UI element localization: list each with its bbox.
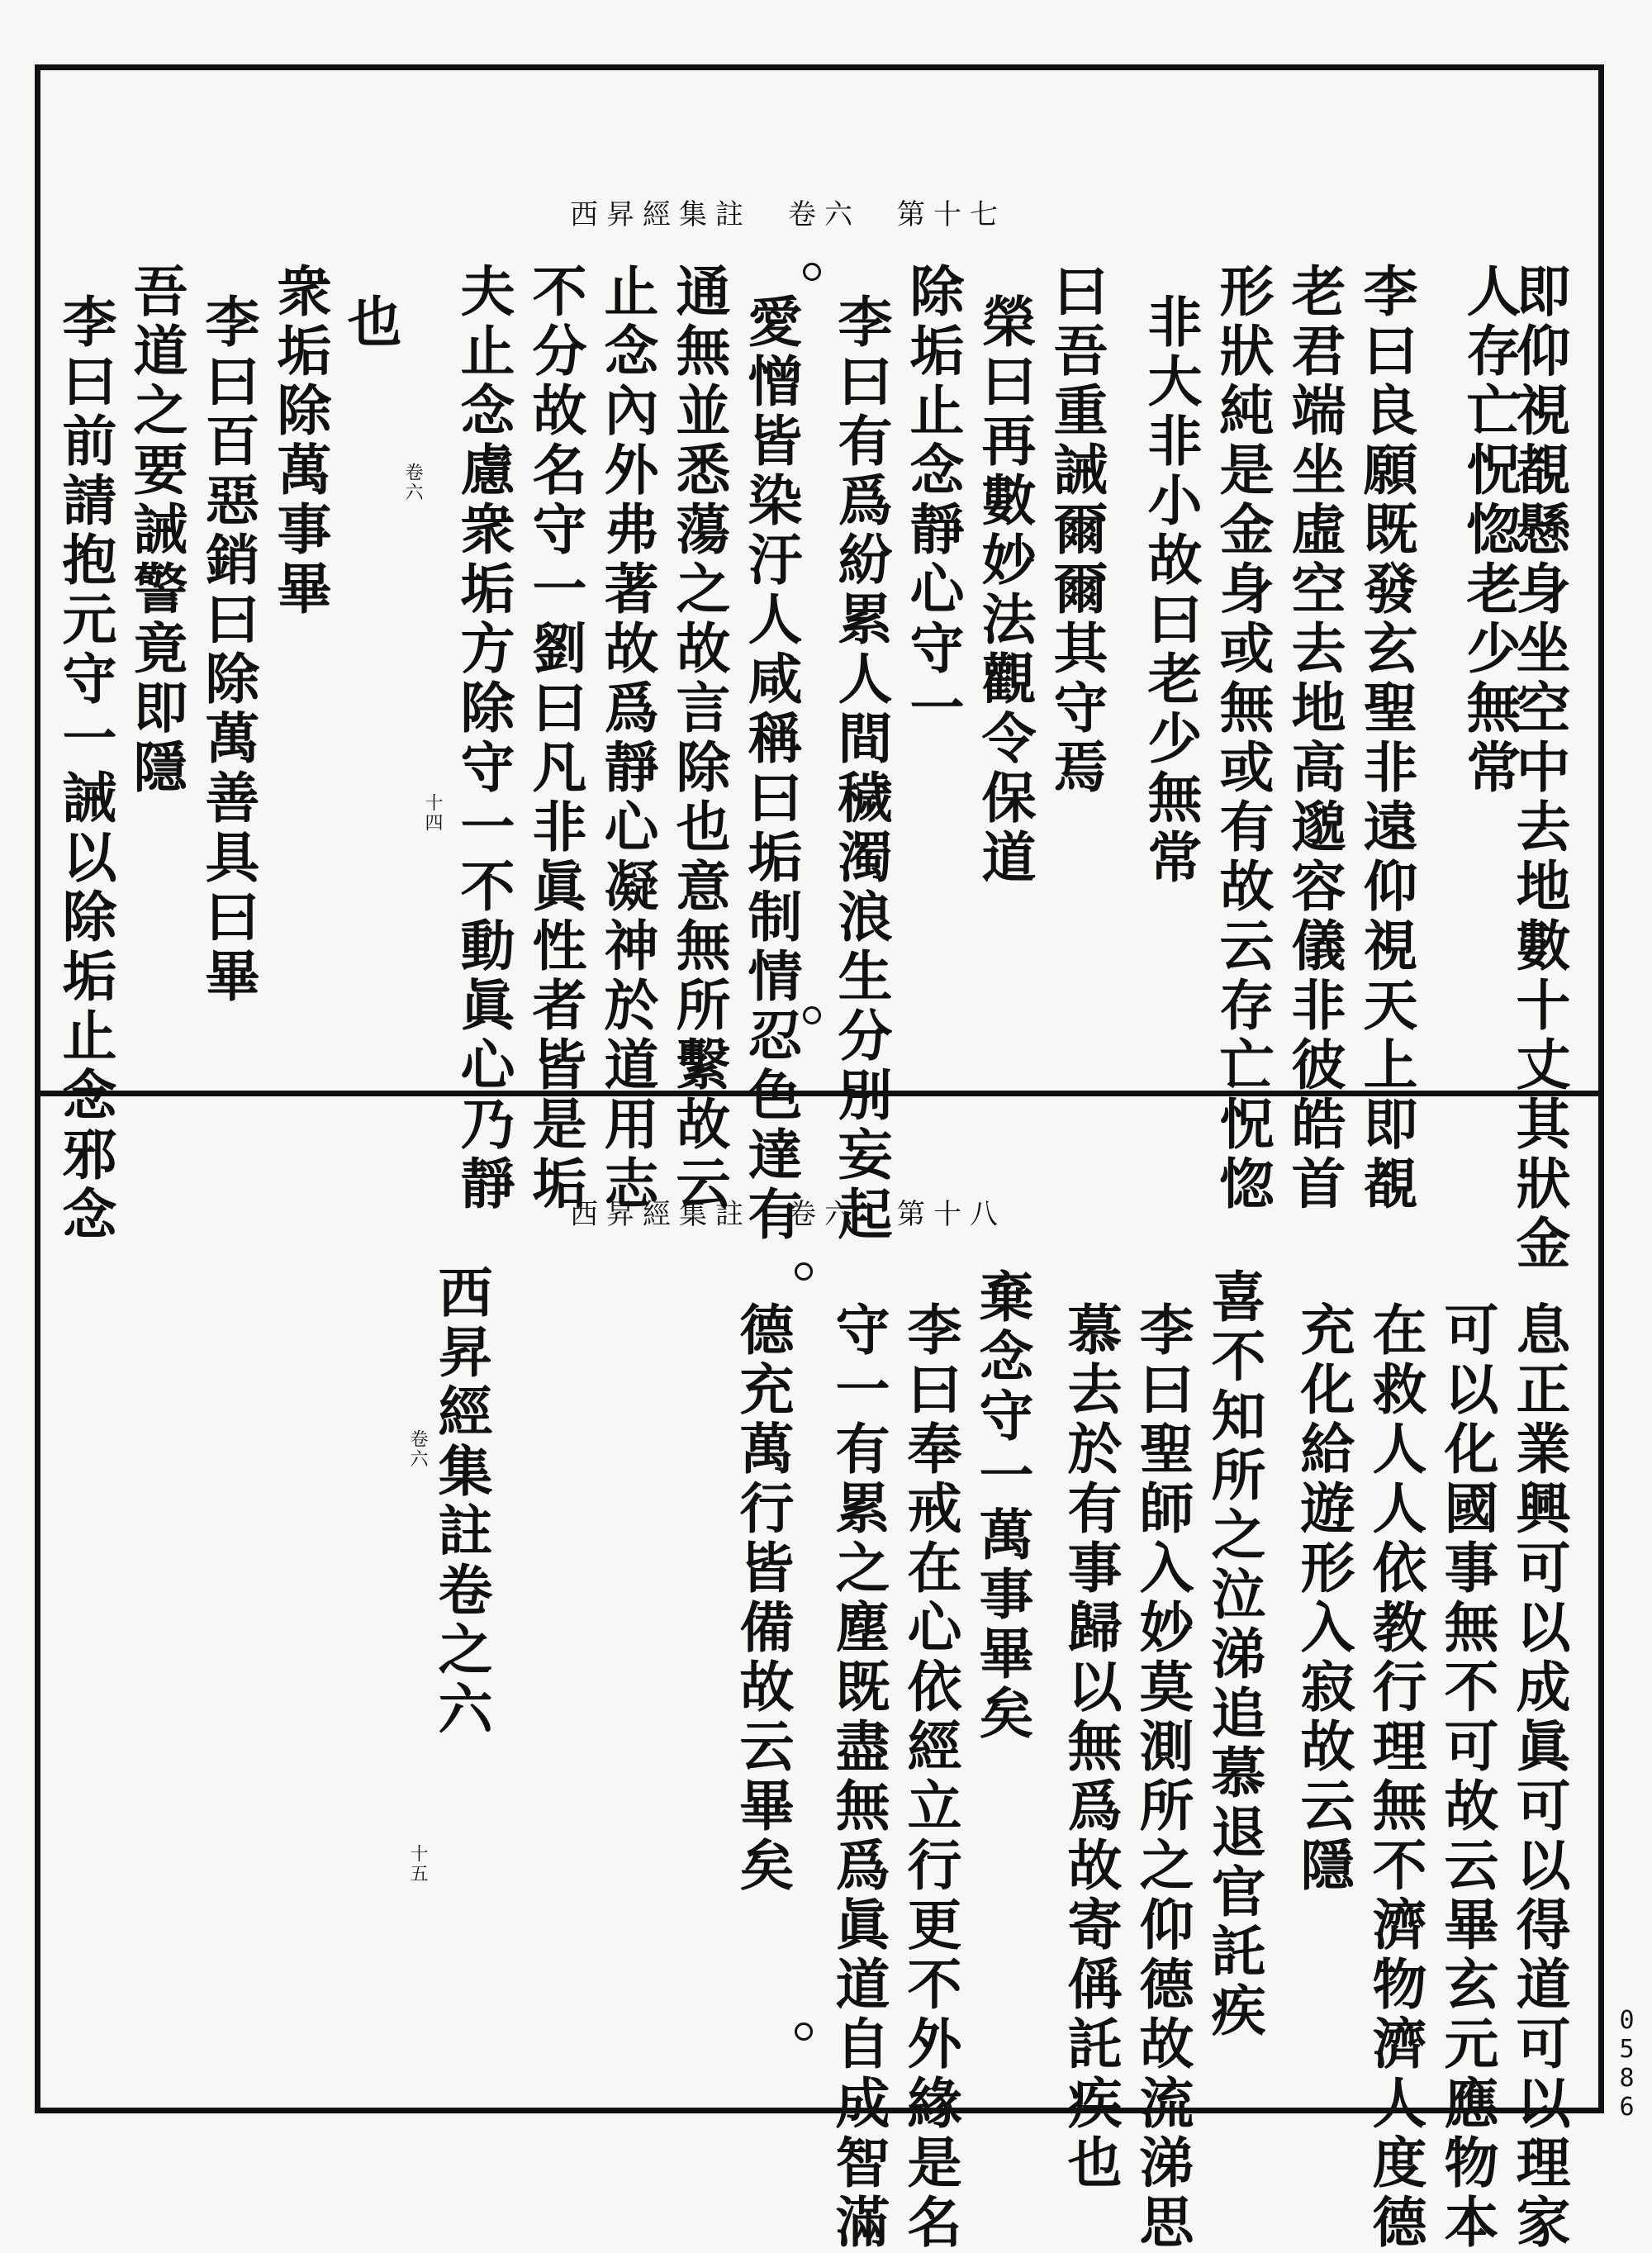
top-col-10: 李曰有爲紛累人間穢濁浪生分別妄起 (828, 293, 893, 1245)
top-circle-mark-1 (803, 263, 821, 281)
top-page-header: 西昇經集註 卷六 第十七 (570, 198, 1006, 231)
top-col-20: 李曰前請抱元守一誡以除垢止念邪念 (53, 293, 117, 1245)
top-juan-mark: 卷六 (402, 463, 423, 502)
bottom-col-2: 可以化國事無不可故云畢玄元應物本 (1435, 1301, 1499, 2253)
bottom-circle-mark-1 (795, 1262, 813, 1281)
top-circle-mark-2 (803, 1006, 821, 1024)
top-col-7: 曰吾重誡爾爾其守焉 (1044, 263, 1108, 798)
top-col-2: 人存亡怳惚老少無常 (1457, 263, 1521, 798)
top-folio-mark: 十四 (422, 793, 443, 833)
bottom-col-8: 棄念守一萬事畢矣 (970, 1268, 1034, 1744)
bottom-col-10: 守一有累之塵既盡無爲眞道自成智滿 (826, 1301, 890, 2253)
top-col-9: 除垢止念靜心守一 (900, 263, 965, 739)
bottom-folio-mark: 十五 (407, 1844, 428, 1884)
top-col-6: 非大非小故曰老少無常 (1138, 293, 1203, 888)
bottom-col-7: 慕去於有事歸以無爲故寄偁託疾也 (1058, 1301, 1123, 2194)
bottom-circle-mark-2 (795, 2022, 813, 2041)
bottom-col-3: 在救人人依教行理無不濟物濟人度德 (1363, 1301, 1427, 2253)
top-col-12: 通無並悉蕩之故言除也意無所繫故云 (667, 263, 731, 1214)
top-col-17: 衆垢除萬事畢 (268, 263, 332, 620)
top-col-14: 不分故名守一劉曰凡非眞性者皆是垢 (523, 263, 587, 1214)
bottom-col-4: 充化給遊形入寂故云隱 (1291, 1301, 1355, 1896)
top-col-4: 老君端坐虛空去地高邈容儀非彼皓首 (1282, 263, 1346, 1214)
bottom-title: 西昇經集註卷之六 (429, 1264, 493, 1740)
bottom-col-6: 李曰聖師入妙莫測所之仰德故流涕思 (1130, 1301, 1194, 2253)
top-col-18: 李曰百惡銷曰除萬善具曰畢 (196, 293, 260, 1007)
page-number: 0586 (1612, 2006, 1641, 2122)
top-col-15: 夫止念慮衆垢方除守一不動眞心乃靜 (451, 263, 515, 1214)
top-col-13: 止念內外弗著故爲靜心凝神於道用志 (595, 263, 659, 1214)
bottom-col-5: 喜不知所之泣涕追慕退官託疾 (1202, 1268, 1266, 2041)
top-col-19: 吾道之要誡警竟即隱 (124, 263, 188, 798)
top-col-1: 即仰視覩懸身坐空中去地數十丈其狀金 (1507, 263, 1571, 1274)
bottom-juan-mark: 卷六 (407, 1429, 428, 1469)
bottom-col-1: 息正業興可以成眞可以得道可以理家 (1507, 1301, 1571, 2253)
bottom-col-11: 德充萬行皆備故云畢矣 (730, 1301, 795, 1896)
top-col-11: 愛憎皆染汙人咸稱曰垢制情忍色達有 (738, 293, 803, 1245)
bottom-page-header: 西昇經集註 卷六 第十八 (570, 1198, 1006, 1231)
top-col-8: 榮曰再數妙法觀令保道 (972, 293, 1037, 888)
top-col-3: 李曰良願既發玄聖非遠仰視天上即覩 (1354, 263, 1418, 1214)
top-col-16: 也 (338, 293, 402, 353)
bottom-col-9: 李曰奉戒在心依經立行更不外緣是名 (898, 1301, 962, 2253)
top-col-5: 形狀純是金身或無或有故云存亡怳惚 (1210, 263, 1275, 1214)
